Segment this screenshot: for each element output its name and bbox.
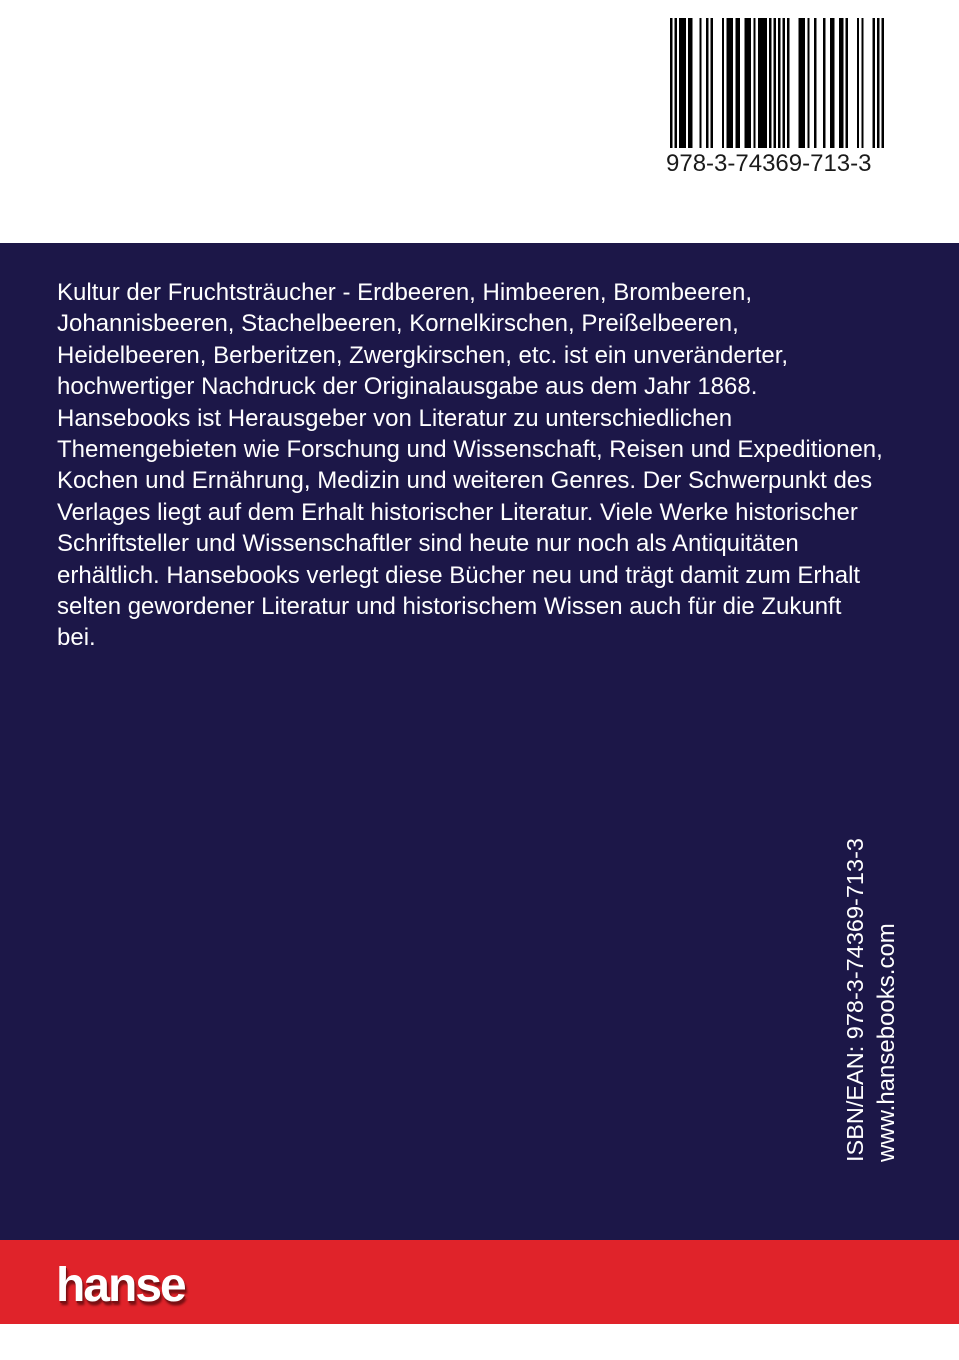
isbn-ean-text: ISBN/EAN: 978-3-74369-713-3 <box>842 838 868 1162</box>
barcode-bar <box>726 18 733 148</box>
barcode-bar <box>798 18 805 148</box>
barcode-bar <box>823 18 825 148</box>
description-text <box>57 277 937 654</box>
barcode-bar <box>778 18 780 148</box>
barcode-bar <box>735 18 740 148</box>
description-line: hochwertiger Nachdruck der Originalausgabe aus dem Jahr 1868. <box>57 373 758 401</box>
description-line: Johannisbeeren, Stachelbeeren, Kornelkirschen, Preißelbeeren, <box>57 310 739 338</box>
barcode-bar <box>807 18 809 148</box>
description-line: Kultur der Fruchtsträucher - Erdbeeren, Himbeeren, Brombeeren, <box>57 279 752 306</box>
barcode-bar <box>688 18 693 148</box>
barcode-bar <box>846 18 848 148</box>
barcode-bar <box>699 18 701 148</box>
barcode-bar <box>758 18 767 148</box>
barcode-bar <box>769 18 771 148</box>
description-line: Verlages liegt auf dem Erhalt historischer Literatur. Viele Werke historischer <box>57 498 858 526</box>
barcode-bar <box>877 18 879 148</box>
publisher-band <box>0 1240 959 1324</box>
barcode-number: 978-3-74369-713-3 <box>666 150 872 177</box>
barcode-bar <box>873 18 875 148</box>
barcode-bar <box>679 18 686 148</box>
barcode-bar <box>774 18 776 148</box>
barcode-bar <box>675 18 677 148</box>
back-cover-panel <box>0 243 959 1240</box>
description-line: Heidelbeeren, Berberitzen, Zwergkirschen, etc. ist ein unveränderter, <box>57 341 789 369</box>
description-line: erhältlich. Hansebooks verlegt diese Bücher neu und trägt damit zum Erhalt <box>57 561 861 589</box>
barcode-bar <box>814 18 816 148</box>
barcode-bar <box>706 18 708 148</box>
description-line: selten gewordener Literatur und historischem Wissen auch für die Zukunft <box>57 592 842 620</box>
barcode-bar <box>711 18 713 148</box>
barcode <box>670 18 884 148</box>
barcode-bar <box>857 18 859 148</box>
barcode-bar <box>670 18 672 148</box>
barcode-bar <box>882 18 884 148</box>
barcode-bar <box>861 18 863 148</box>
description-line: Schriftsteller und Wissenschaftler sind heute nur noch als Antiquitäten <box>57 530 799 558</box>
barcode-bar <box>722 18 724 148</box>
description-line: Hansebooks ist Herausgeber von Literatur zu unterschiedlichen <box>57 404 733 432</box>
description-line: bei. <box>57 624 96 652</box>
barcode-bar <box>744 18 751 148</box>
barcode-bar <box>830 18 835 148</box>
barcode-bars <box>670 18 884 148</box>
description-line: Themengebieten wie Forschung und Wissenschaft, Reisen und Expeditionen, <box>57 435 883 463</box>
spine-info <box>839 822 903 1162</box>
description-line: Kochen und Ernährung, Medizin und weiteren Genres. Der Schwerpunkt des <box>57 467 873 495</box>
barcode-bar <box>783 18 785 148</box>
barcode-bar <box>753 18 755 148</box>
barcode-bar <box>787 18 789 148</box>
barcode-bar <box>839 18 844 148</box>
website-url: www.hansebooks.com <box>873 923 900 1162</box>
hanse-logo: hanse <box>56 1259 185 1312</box>
